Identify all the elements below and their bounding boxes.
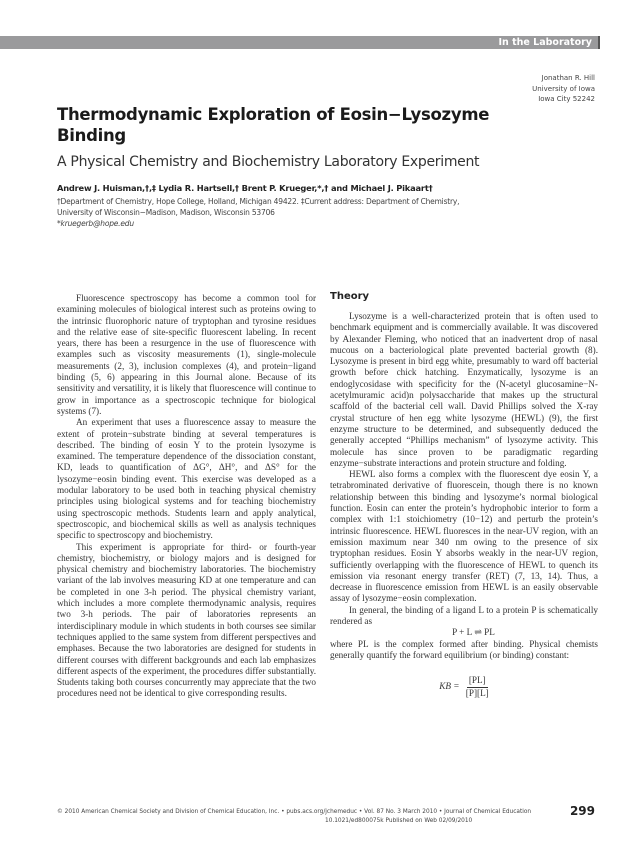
section-header-bar (0, 36, 598, 49)
page-number: 299 (569, 804, 595, 818)
affiliations (57, 196, 477, 229)
paragraph: This experiment is appropriate for third- or fourth-year chemistry, biochemistry, or biology majors and is designed for physical chemistry and biochemistry laboratories. The biochemistry variant of the lab involves measuring KD at one temperature and can be completed in one 3-h period. The physical chemistry variant, which includes a more complete thermodynamic analysis, requires two 3-h periods. The pair of laboratories represents an interdisciplinary module in which students in both courses see similar techniques applied to the same system from different perspectives and emphases. Because the two laboratories are designed for students in different courses with different backgrounds and each lab emphasizes different aspects of the experiment, the procedures differ substantially. Students taking both courses concurrently may appreciate that the two procedures need not be identical to give corresponding results. (57, 541, 316, 699)
denominator: [P][L] (465, 687, 489, 698)
paragraph: HEWL also forms a complex with the fluorescent dye eosin Y, a tetrabrominated derivative of fluorescein, though there is no known relationship between this binding and lysozyme’s normal biological function. Eosin can enter the protein’s hydrophobic interior to form a complex with 1:1 stoichiometry (10−12) and perturb the protein’s intrinsic fluorescence. HEWL fluoresces in the near-UV region, with an emission maximum near 340 nm owing to the presence of six tryptophan residues. Eosin Y absorbs weakly in the near-UV region, sufficiently overlapping with the fluorescence of HEWL to quench its emission via resonant energy transfer (RET) (7, 13, 14). Thus, a decrease in fluorescence emission from HEWL is an easily observable assay of lysozyme−eosin complexation. (330, 469, 598, 604)
article-subtitle: A Physical Chemistry and Biochemistry Laboratory Experiment (57, 154, 480, 170)
paragraph: Fluorescence spectroscopy has become a common tool for examining molecules of biological interest such as proteins owing to the intrinsic fluorophoric nature of tryptophan and tyrosine residues and the relative ease of site-specific fluorescent labeling. In recent years, there has been a resurgence in the use of fluorescence with examples such as viscosity measurements (1), single-molecule measurements (2, 3), inclusion complexes (4), and protein−ligand binding (5, 6) appearing in this Journal alone. Because of its sensitivity and versatility, it is likely that fluorescence will continue to grow in importance as a spectroscopic technique for biological systems (7). (57, 293, 316, 416)
fraction (466, 675, 489, 699)
footer-doi: 10.1021/ed800075k Published on Web 02/09/2010 (325, 818, 473, 824)
equation-binding-constant (330, 675, 598, 699)
affiliation-text: †Department of Chemistry, Hope College, Holland, Michigan 49422. ‡Current address: Department of Chemistry, University of Wisconsin−Madison, Madison, Wisconsin 53706 (57, 197, 460, 217)
article-title: Thermodynamic Exploration of Eosin−Lysozyme Binding (57, 105, 490, 145)
paragraph: An experiment that uses a fluorescence assay to measure the extent of protein−substrate binding at several temperatures is described. The binding of eosin Y to the protein lysozyme is examined. The temperature dependence of the dissociation constant, KD, leads to quantification of ΔG°, ΔH°, and ΔS° for the lysozyme−eosin binding event. This exercise was developed as a modular laboratory to be used both in teaching physical chemistry principles using biological systems and for teaching biochemistry using spectroscopic methods. Students learn and apply analytical, spectroscopic, and biochemical skills as well as analysis techniques specific to spectroscopy and biochemistry. (57, 417, 316, 541)
left-column (57, 293, 316, 700)
paragraph: Lysozyme is a well-characterized protein that is often used to benchmark equipment and is commercially available. It was discovered by Alexander Fleming, who noticed that an inadvertent drop of nasal mucous on a bacteriological plate prevented bacterial growth (8). Lysozyme is present in bird egg white, presumably to ward off bacterial growth before chick hatching. Enzymatically, lysozyme is an endoglycosidase with specificity for the (N-acetyl glucosamine−N-acetylmuramic acid)n polysaccharide that makes up the structural scaffold of the bacterial cell wall. David Phillips solved the X-ray crystal structure of hen egg white lysozyme (HEWL) (9), the first enzyme structure to be determined, and subsequently deduced the generally accepted “Phillips mechanism” of lysozyme activity. This molecule has since proven to be paradigmatic regarding enzyme−substrate interactions and protein structure and folding. (330, 311, 598, 468)
author-list: Andrew J. Huisman,†,‡ Lydia R. Hartsell,† Brent P. Krueger,*,† and Michael J. Pikaart† (57, 183, 433, 193)
header-bar-accent (598, 36, 600, 49)
equation-binding-reaction: P + L ⇌ PL (452, 627, 495, 638)
paragraph: where PL is the complex formed after binding. Physical chemists generally quantify the forward equilibrium (or binding) constant: (330, 638, 598, 660)
equation-lhs: KB = (439, 681, 460, 692)
section-label: In the Laboratory (498, 37, 592, 48)
footer-citation: © 2010 American Chemical Society and Division of Chemical Education, Inc. • pubs.acs.org/jchemeduc • Vol. 87 No. 3 March 2010 • Journal of Chemical Education (57, 809, 532, 815)
reviewer-name: Jonathan R. Hill (541, 74, 595, 82)
reviewer-location: Iowa City 52242 (538, 95, 595, 103)
reviewer-block (532, 73, 595, 105)
corresponding-email[interactable]: *kruegerb@hope.edu (57, 219, 134, 228)
page-footer (57, 808, 597, 826)
numerator: [PL] (467, 675, 488, 687)
section-heading-theory: Theory (330, 291, 370, 302)
right-column (330, 291, 598, 713)
paragraph: In general, the binding of a ligand L to a protein P is schematically rendered as (330, 604, 598, 627)
reviewer-affiliation: University of Iowa (532, 84, 595, 93)
